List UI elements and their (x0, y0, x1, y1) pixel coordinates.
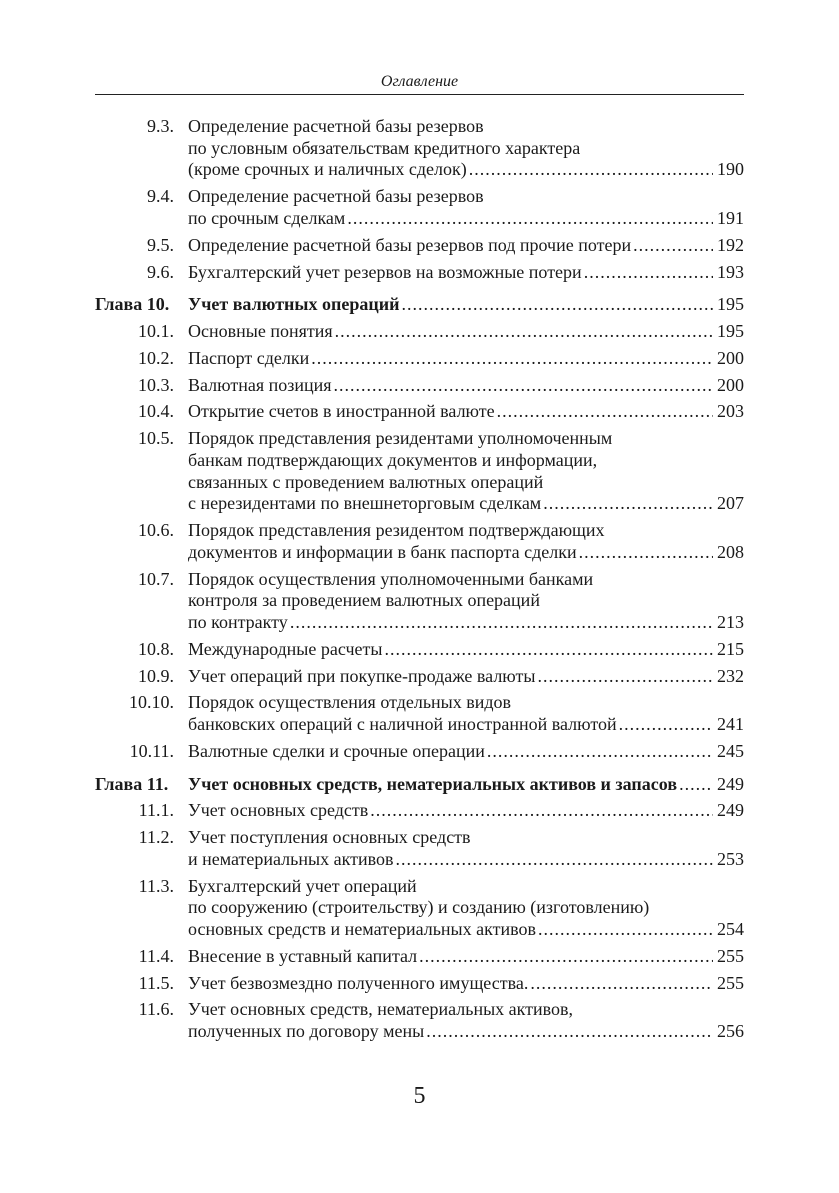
toc-entry-page: 232 (717, 665, 744, 686)
dot-leader (290, 612, 713, 634)
toc-entry-page: 200 (717, 374, 744, 395)
dot-leader (311, 348, 713, 370)
toc-entry-page: 195 (717, 321, 744, 341)
dot-leader (543, 493, 713, 515)
dot-leader (633, 235, 713, 257)
toc-entry-title: банковских операций с наличной иностранной валютой (188, 714, 617, 735)
toc-entry-title: основных средств и нематериальных активов (188, 919, 537, 940)
dot-leader (370, 800, 713, 822)
toc-entry-title: Определение расчетной базы резервов под прочие потери (188, 234, 632, 255)
dot-leader (419, 946, 713, 968)
toc-entry-title: Паспорт сделки (188, 347, 310, 368)
toc-entry-title: и нематериальных активов (188, 848, 394, 869)
toc-entry-number: 10.9. (138, 665, 174, 686)
toc-entry-page: 207 (717, 493, 744, 514)
toc-entry-number: 9.3. (147, 116, 174, 136)
toc-entry-line: Определение расчетной базы резервов (188, 186, 484, 207)
toc-entry-10-10[interactable] (95, 692, 744, 735)
toc-entry-line: Порядок осуществления уполномоченными банками (188, 568, 594, 589)
toc-entry-page: 208 (717, 541, 744, 562)
toc-entry-number: 11.3. (138, 875, 174, 896)
toc-entry-title: Открытие счетов в иностранной валюте (188, 401, 495, 422)
toc-entry-number: 9.4. (147, 186, 174, 207)
toc-entry-page: 245 (717, 740, 744, 761)
toc-entry-line: Порядок осуществления отдельных видов (188, 692, 512, 713)
toc-entry-page: 253 (717, 848, 744, 869)
toc-entry-number: 10.10. (129, 692, 174, 713)
dot-leader (426, 1021, 713, 1043)
toc-entry-number: 10.11. (129, 740, 174, 761)
toc-entry-number: 11.6. (138, 999, 174, 1020)
toc-entry-number: 11.4. (138, 945, 174, 966)
toc-entry-number: 10.3. (138, 374, 174, 395)
dot-leader (487, 741, 713, 763)
toc-entry-page: 254 (717, 919, 744, 940)
dot-leader (335, 321, 713, 343)
toc-entry-page: 213 (717, 612, 744, 632)
toc-entry-page: 215 (717, 638, 744, 659)
toc-chapter-title: Учет валютных операций (188, 294, 400, 315)
toc-entry-11-4[interactable] (95, 946, 744, 968)
toc-entry-title: с нерезидентами по внешнеторговым сделкам (188, 493, 542, 514)
toc-entry-11-3[interactable] (95, 876, 744, 941)
toc-entry-9-6[interactable] (95, 262, 744, 284)
toc-entry-title: Валютные сделки и срочные операции (188, 740, 485, 761)
toc-entry-title: Международные расчеты (188, 638, 383, 659)
toc-entry-10-2[interactable] (95, 348, 744, 370)
dot-leader (395, 849, 713, 871)
toc-entry-title: Учет безвозмездно полученного имущества. (188, 972, 529, 993)
toc-chapter-number: Глава 10. (95, 294, 170, 315)
dot-leader (537, 666, 713, 688)
toc-entry-number: 9.5. (147, 234, 174, 255)
toc-entry-page: 249 (717, 773, 744, 794)
toc-entry-number: 11.5. (138, 972, 174, 993)
toc-entry-number: 10.1. (138, 321, 174, 341)
toc-entry-number: 10.5. (138, 428, 174, 449)
dot-leader (401, 294, 713, 316)
toc-entry-title: полученных по договору мены (188, 1021, 425, 1042)
toc-chapter-number: Глава 11. (95, 773, 169, 794)
dot-leader (469, 159, 713, 181)
toc-entry-line: Учет поступления основных средств (188, 827, 471, 848)
toc-entry-9-3[interactable] (95, 116, 744, 181)
toc-entry-line: Порядок представления резидентом подтверждающих (188, 520, 605, 541)
toc-entry-line: Порядок представления резидентами уполномоченным (188, 428, 613, 449)
toc-entry-page: 195 (717, 294, 744, 315)
toc-entry-page: 249 (717, 800, 744, 821)
toc-entry-page: 192 (717, 234, 744, 255)
toc-entry-title: документов и информации в банк паспорта сделки (188, 541, 577, 562)
toc-entry-number: 10.2. (138, 347, 174, 368)
toc-entry-title: по срочным сделкам (188, 207, 346, 228)
toc-entry-line: Бухгалтерский учет операций (188, 875, 417, 896)
toc-entry-line: банкам подтверждающих документов и информации, (188, 449, 598, 470)
toc-entry-page: 200 (717, 347, 744, 368)
toc-entry-title: Валютная позиция (188, 374, 332, 395)
toc-entry-page: 190 (717, 159, 744, 180)
toc-entry-10-1[interactable] (95, 321, 744, 343)
toc-entry-line: связанных с проведением валютных операций (188, 471, 544, 492)
toc-entry-10-8[interactable] (95, 639, 744, 661)
dot-leader (384, 639, 713, 661)
toc-entry-title: Бухгалтерский учет резервов на возможные потери (188, 261, 582, 282)
dot-leader (497, 401, 713, 423)
toc-entry-11-6[interactable] (95, 999, 744, 1042)
toc-entry-line: контроля за проведением валютных операций (188, 590, 540, 611)
toc-entry-page: 203 (717, 401, 744, 422)
dot-leader (679, 774, 713, 796)
toc-chapter-title: Учет основных средств, нематериальных активов и запасов (188, 773, 678, 794)
toc-entry-page: 193 (717, 261, 744, 282)
toc-entry-page: 241 (717, 714, 744, 735)
toc-entry-10-3[interactable] (95, 375, 744, 397)
table-of-contents (95, 116, 744, 1048)
toc-entry-number: 11.2. (138, 827, 174, 848)
toc-entry-10-9[interactable] (95, 666, 744, 688)
toc-entry-line: по сооружению (строительству) и созданию (изготовлению) (188, 897, 650, 918)
toc-entry-11-5[interactable] (95, 973, 744, 995)
toc-chapter-11[interactable] (95, 774, 744, 796)
toc-entry-line: Определение расчетной базы резервов (188, 116, 484, 136)
dot-leader (347, 208, 713, 230)
dot-leader (584, 262, 713, 284)
toc-entry-11-1[interactable] (95, 800, 744, 822)
toc-entry-title: Внесение в уставный капитал (188, 945, 418, 966)
toc-entry-number: 10.7. (138, 568, 174, 589)
toc-entry-page: 255 (717, 945, 744, 966)
toc-entry-9-4[interactable] (95, 186, 744, 229)
dot-leader (530, 973, 713, 995)
toc-entry-number: 10.6. (138, 520, 174, 541)
toc-entry-10-11[interactable] (95, 741, 744, 763)
toc-entry-line: Учет основных средств, нематериальных активов, (188, 999, 574, 1020)
toc-entry-number: 10.4. (138, 401, 174, 422)
toc-entry-10-6[interactable] (95, 520, 744, 563)
page-number: 5 (413, 1083, 426, 1109)
toc-entry-number: 11.1. (138, 800, 174, 821)
toc-entry-10-4[interactable] (95, 401, 744, 423)
toc-entry-10-7[interactable] (95, 569, 744, 634)
toc-entry-number: 9.6. (147, 261, 174, 282)
toc-entry-9-5[interactable] (95, 235, 744, 257)
toc-entry-title: Учет операций при покупке-продаже валюты (188, 665, 536, 686)
toc-entry-title: Учет основных средств (188, 800, 369, 821)
toc-entry-page: 191 (717, 207, 744, 228)
dot-leader (579, 542, 713, 564)
toc-entry-title: по контракту (188, 612, 288, 632)
toc-entry-10-5[interactable] (95, 428, 744, 515)
dot-leader (538, 919, 713, 941)
running-header: Оглавление (380, 73, 459, 90)
toc-chapter-10[interactable] (95, 294, 744, 316)
toc-entry-title: (кроме срочных и наличных сделок) (188, 159, 467, 180)
dot-leader (619, 714, 713, 736)
dot-leader (334, 375, 713, 397)
toc-entry-page: 256 (717, 1021, 744, 1042)
toc-entry-line: по условным обязательствам кредитного характера (188, 137, 581, 158)
header-rule (95, 94, 744, 95)
toc-entry-title: Основные понятия (188, 321, 333, 341)
toc-entry-number: 10.8. (138, 638, 174, 659)
toc-entry-11-2[interactable] (95, 827, 744, 870)
toc-entry-page: 255 (717, 972, 744, 993)
